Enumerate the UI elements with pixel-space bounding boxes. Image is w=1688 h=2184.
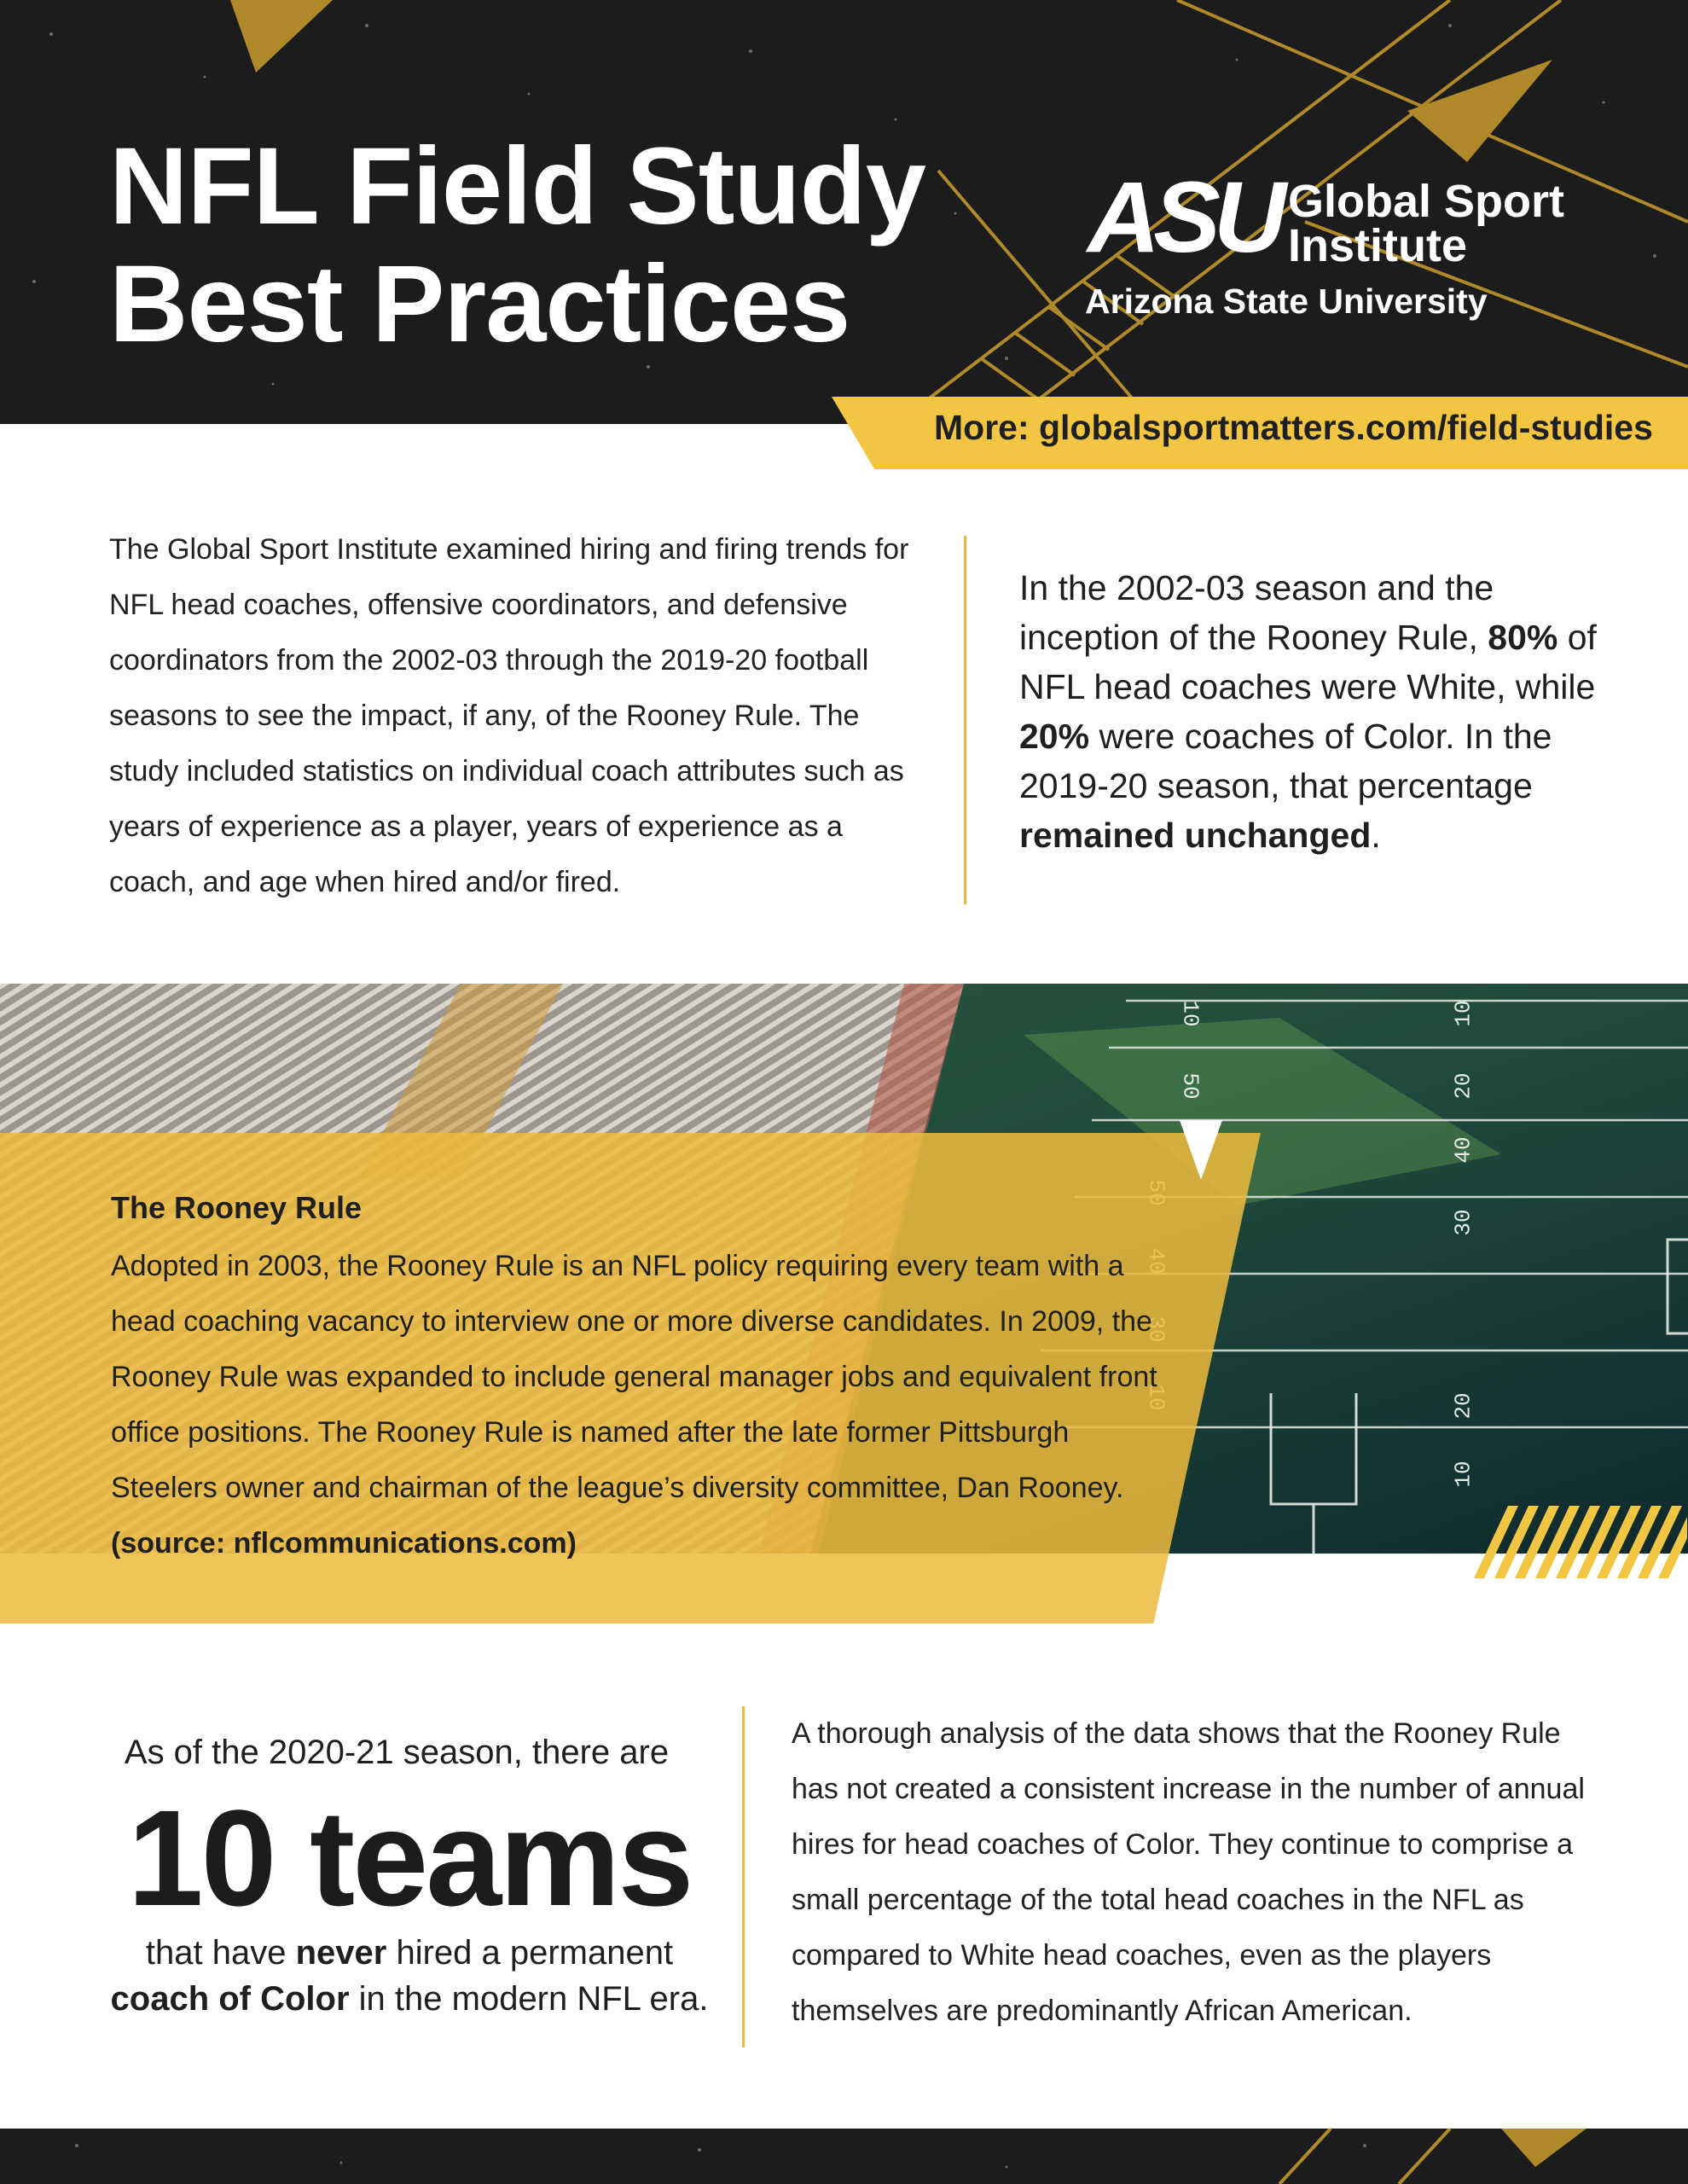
callout-text-3: were coaches of Color. In the 2019-20 season, that percentage (1019, 717, 1552, 805)
callout-emphasis: remained unchanged (1019, 816, 1372, 855)
more-link[interactable]: More: globalsportmatters.com/field-studies (934, 408, 1653, 447)
institute-name-line-2: Institute (1288, 220, 1467, 271)
yard-number: 20 (1450, 1072, 1476, 1100)
yard-number: 10 (1450, 1461, 1476, 1488)
institute-name-line-1: Global Sport (1288, 176, 1564, 227)
institute-name (1288, 176, 1564, 271)
stat-caption-text-3: in the modern NFL era. (349, 1980, 709, 2018)
title-line-1: NFL Field Study (109, 125, 925, 247)
rooney-rule-source: (source: nflcommunications.com) (111, 1527, 577, 1560)
bottom-divider (742, 1706, 745, 2048)
stat-caption-emphasis-2: coach of Color (110, 1980, 350, 2018)
stat-caption-text-2: hired a permanent (386, 1934, 674, 1972)
callout-stat-white: 80% (1488, 618, 1558, 657)
footer-band (0, 2129, 1688, 2184)
stat-number: 10 teams (127, 1781, 692, 1934)
header-banner (0, 0, 1688, 424)
yard-number: 50 (1177, 1072, 1204, 1100)
yard-number: 40 (1450, 1136, 1476, 1164)
hazard-stripes (1474, 1506, 1687, 1578)
yard-number: 10 (1450, 1000, 1476, 1027)
university-name: Arizona State University (1085, 282, 1488, 321)
callout-text-1: In the 2002-03 season and the inception of the Rooney Rule, (1019, 568, 1494, 657)
rooney-rule-text: Adopted in 2003, the Rooney Rule is an NFL policy requiring every team with a head coaching vacancy to interview one or more diverse candidates. In 2009, the Rooney Rule was expanded to include general manager jobs and equivalent front office positions. The Rooney Rule is named after the late former Pittsburgh Steelers owner and chairman of the league’s diversity committee, Dan Rooney. (111, 1250, 1157, 1504)
stat-lead: As of the 2020-21 season, there are (124, 1734, 670, 1771)
callout-text-2: of NFL head coaches were White, while (1019, 618, 1597, 706)
title-line-2: Best Practices (109, 243, 850, 365)
analysis-paragraph: A thorough analysis of the data shows that the Rooney Rule has not created a consistent increase in the number of annual hires for head coaches of Color. They continue to comprise a small percentage of the total head coaches in the NFL as compared to White head coaches, even as the players themselves are predominantly African American. (792, 1717, 1585, 2027)
callout-text-4: . (1371, 816, 1381, 855)
asu-logo: ASU (1088, 161, 1280, 274)
stat-caption-text-1: that have (145, 1934, 296, 1972)
yard-number: 30 (1450, 1209, 1476, 1236)
yard-number: 20 (1450, 1392, 1476, 1420)
intro-paragraph: The Global Sport Institute examined hiring and firing trends for NFL head coaches, offensive coordinators, and defensive coordinators from the 2002-03 through the 2019-20 football seasons to see the impact, if any, of the Rooney Rule. The study included statistics on individual coach attributes such as years of experience as a player, years of experience as a coach, and age when hired and/or fired. (109, 533, 909, 898)
callout-stat-color: 20% (1019, 717, 1090, 756)
rooney-rule-heading: The Rooney Rule (111, 1190, 363, 1225)
rooney-rule-body (111, 1239, 1160, 1571)
page-title (109, 125, 925, 365)
callout-paragraph (1019, 563, 1633, 860)
footer-decoration (0, 2129, 1688, 2184)
yard-number: 10 (1177, 1000, 1204, 1027)
stat-caption-emphasis-1: never (295, 1934, 387, 1972)
triangle-marker-icon (1180, 1120, 1222, 1180)
intro-divider (964, 536, 966, 904)
stat-caption (77, 1930, 742, 2022)
